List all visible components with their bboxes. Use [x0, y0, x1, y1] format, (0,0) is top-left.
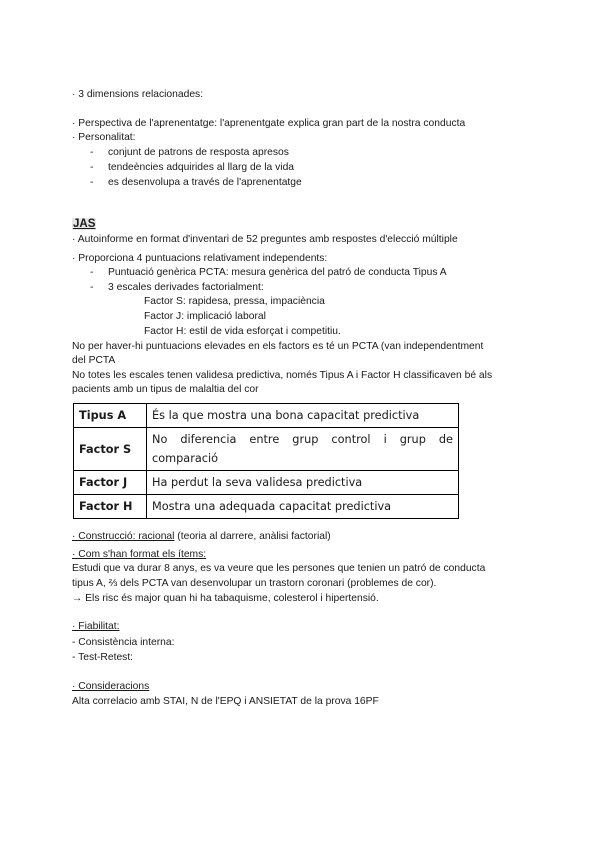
list-item: - 3 escales derivades factorialment:	[90, 282, 264, 293]
note-line: No per haver-hi puntuacions elevades en els factors es té un PCTA (van independentment	[72, 341, 484, 352]
note-line: No totes les escales tenen validesa predictiva, només Tipus A i Factor H classificaven bé als	[72, 370, 493, 381]
learning-perspective-line: · Perspectiva de l'aprenentatge: l'aprenentgate explica gran part de la nostra conducta	[72, 118, 466, 129]
table-value: No diferencia entre grup control i grup de comparació	[147, 428, 459, 471]
table-key: Tipus A	[74, 404, 147, 428]
personality-heading: · Personalitat:	[72, 132, 136, 143]
study-line: Estudi que va durar 8 anys, es va veure que les persones que tenien un patró de conducta	[72, 563, 486, 574]
considerations-text: Alta correlacio amb STAI, N de l'EPQ i ANSIETAT de la prova 16PF	[72, 696, 379, 707]
list-item: - es desenvolupa a través de l'aprenentatge	[90, 177, 302, 188]
table-row	[74, 495, 459, 519]
table-value: És la que mostra una bona capacitat predictiva	[147, 404, 459, 428]
factor-item: Factor J: implicació laboral	[144, 311, 266, 322]
factor-item: Factor H: estil de vida esforçat i competitiu.	[144, 326, 341, 337]
table-row	[74, 428, 459, 471]
jas-scores-intro: · Proporciona 4 puntuacions relativament independents:	[72, 253, 328, 264]
table-value: Mostra una adequada capacitat predictiva	[147, 495, 459, 519]
table-key: Factor J	[74, 471, 147, 495]
list-item: - conjunt de patrons de resposta apresos	[90, 147, 289, 158]
table-row	[74, 471, 459, 495]
note-line: pacients amb un tipus de malaltia del cor	[72, 384, 259, 395]
validity-table	[73, 403, 459, 519]
table-key: Factor H	[74, 495, 147, 519]
risk-line: → Els risc és major quan hi ha tabaquisme, colesterol i hipertensió.	[72, 593, 379, 604]
list-item: - Puntuació genèrica PCTA: mesura genèrica del patró de conducta Tipus A	[90, 267, 447, 278]
items-formed-heading: · Com s'han format els ítems:	[72, 549, 207, 560]
dimensions-line: · 3 dimensions relacionades:	[72, 89, 204, 100]
list-item: - tendeències adquirides al llarg de la vida	[90, 162, 295, 173]
study-line: tipus A, ⅔ dels PCTA van desenvolupar un trastorn coronari (problemes de cor).	[72, 578, 437, 589]
table-value: Ha perdut la seva validesa predictiva	[147, 471, 459, 495]
jas-heading: JAS	[73, 218, 96, 230]
internal-consistency: - Consistència interna:	[72, 637, 175, 648]
table-row	[74, 404, 459, 428]
reliability-heading: · Fiabilitat:	[72, 621, 120, 632]
construction-line: · Construcció: racional (teoria al darrere, anàlisi factorial)	[72, 531, 331, 542]
note-line: del PCTA	[72, 355, 116, 366]
factor-item: Factor S: rapidesa, pressa, impaciència	[144, 296, 325, 307]
considerations-heading: · Consideracions	[72, 681, 150, 692]
jas-autoinforme-line: · Autoinforme en format d'inventari de 52 preguntes amb respostes d'elecció múltiple	[72, 234, 458, 245]
test-retest: - Test-Retest:	[72, 652, 134, 663]
table-key: Factor S	[74, 428, 147, 471]
